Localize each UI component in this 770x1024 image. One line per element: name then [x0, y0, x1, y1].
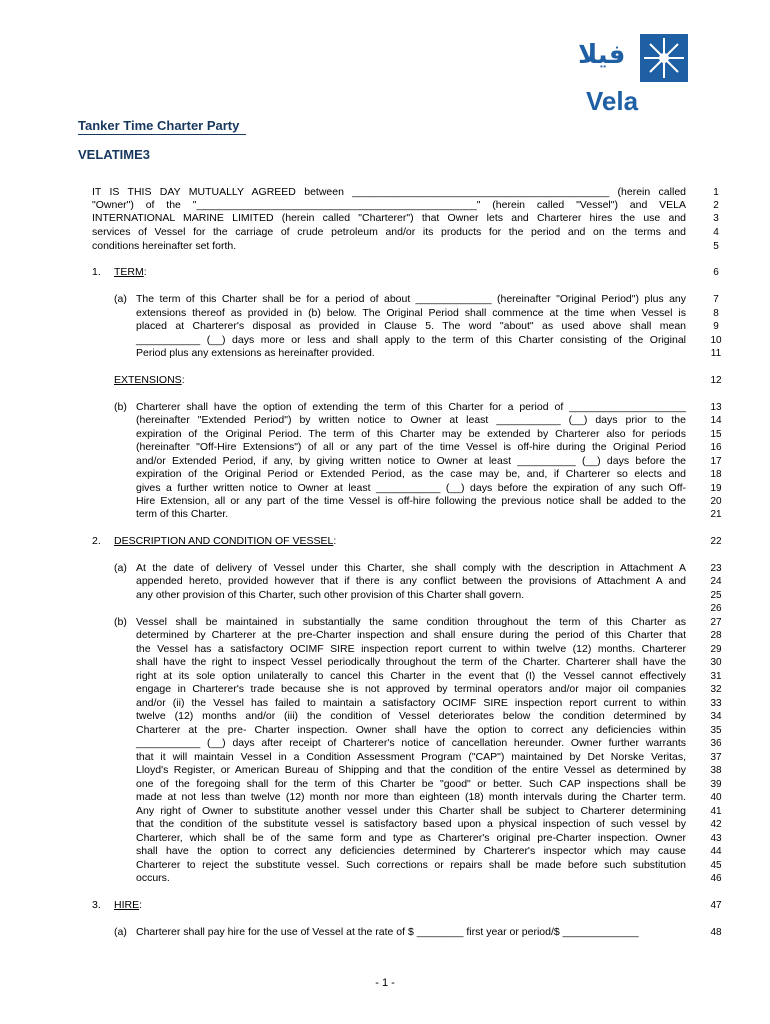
- star-logo-icon: [640, 34, 688, 82]
- title-underline: [78, 134, 246, 135]
- clause-2b-line: occurs.: [136, 872, 170, 884]
- clause-2b-line: one of the foregoing shall for the term of this Charter be "good" or better. Such CAP inspections shall be: [136, 778, 686, 790]
- line-number: 10: [710, 335, 722, 346]
- clause-2b-line: Lloyd's Register, or American Bureau of Shipping and that the condition of the entire Vessel as determined by: [136, 764, 686, 776]
- clause-2b-line: Charterer at the pre- Charter inspection. Owner shall have the option to correct any deficiencies within: [136, 724, 686, 736]
- line-number: 1: [713, 187, 719, 198]
- line-number: 34: [710, 711, 722, 722]
- clause-1a-line: ___________ (__) days more or less and shall apply to the term of this Charter consisting of the Original: [136, 334, 686, 346]
- line-number: 38: [710, 765, 722, 776]
- section-2-number: 2.: [92, 535, 101, 547]
- clause-1a-line: Period plus any extensions as hereinafter provided.: [136, 347, 375, 359]
- line-number: 35: [710, 725, 722, 736]
- clause-label: (a): [114, 293, 127, 305]
- preamble-line: INTERNATIONAL MARINE LIMITED (herein called "Charterer") that Owner lets and Charterer hires the use and: [92, 212, 686, 224]
- clause-2b-line: and/or (ii) the Vessel has failed to maintain a satisfactory OCIMF SIRE inspection report current to within: [136, 697, 686, 709]
- clause-1b-line: term of this Charter.: [136, 508, 229, 520]
- line-number: 3: [713, 213, 719, 224]
- clause-2b-line: the Vessel has a satisfactory OCIMF SIRE inspection report current to within twelve (12) months. Charterer: [136, 643, 686, 655]
- line-number: 22: [710, 536, 722, 547]
- clause-2a-line: any other provision of this Charter, such other provision of this Charter shall govern.: [136, 589, 525, 601]
- line-number: 28: [710, 630, 722, 641]
- clause-2b-line: right at its sole option unilaterally to cancel this Charter in the event that (I) the Vessel cannot effectively: [136, 670, 686, 682]
- clause-label: (b): [114, 616, 127, 628]
- extensions-heading: [114, 374, 185, 387]
- logo-english-text: Vela: [586, 86, 639, 116]
- line-number: 5: [713, 241, 719, 252]
- clause-1b-line: Hire Extension, all or any part of the time Vessel is off-hire following the previous notice shall be added to the: [136, 495, 686, 507]
- line-number: 45: [710, 860, 722, 871]
- page-number: - 1 -: [375, 977, 395, 989]
- clause-2a-line: appended hereto, provided however that if there is any conflict between the provisions of Attachment A and: [136, 575, 686, 587]
- line-number: 12: [710, 375, 722, 386]
- vela-logo: [578, 34, 688, 124]
- line-number: 27: [710, 617, 722, 628]
- preamble-line: services of Vessel for the carriage of crude petroleum and/or its products for the period and on the terms and: [92, 226, 686, 238]
- document-title: Tanker Time Charter Party: [78, 118, 240, 133]
- line-number: 4: [713, 227, 719, 238]
- section-2-heading: [114, 535, 336, 548]
- section-3-number: 3.: [92, 899, 101, 911]
- clause-2b-line: Vessel shall be maintained in substantially the same condition throughout the term of this Charter as: [136, 616, 686, 628]
- line-number: 11: [710, 348, 722, 359]
- line-number: 2: [713, 200, 719, 211]
- clause-1b-line: and/or Extended Period, if any, by giving written notice to Owner at least __________ (__) days before the: [136, 455, 686, 467]
- clause-2b-line: ___________ (__) days after receipt of Charterer's notice of cancellation hereunder. Owner further warrants: [136, 737, 686, 749]
- clause-1b-line: expiration of the Original Period or Extended Period, as the case may be, and, if Charterer so elects and: [136, 468, 686, 480]
- clause-2b-line: that the condition of the substitute vessel is satisfactory based upon a physical inspection of such vessel by: [136, 818, 686, 830]
- line-number: 23: [710, 563, 722, 574]
- line-number: 8: [713, 308, 719, 319]
- line-number: 26: [710, 603, 722, 614]
- section-1-heading-colon: :: [143, 266, 147, 278]
- clause-label: (b): [114, 401, 127, 413]
- line-number: 17: [710, 456, 722, 467]
- extensions-heading-text: EXTENSIONS: [114, 374, 182, 386]
- section-2-heading-colon: :: [333, 535, 337, 547]
- clause-2a-line: At the date of delivery of Vessel under this Charter, she shall comply with the description in Attachment A: [136, 562, 686, 574]
- preamble-line: IT IS THIS DAY MUTUALLY AGREED between ____________________________________________ (herein called: [92, 186, 686, 198]
- line-number: 40: [710, 792, 722, 803]
- line-number: 41: [710, 806, 722, 817]
- clause-2b-line: that it will maintain Vessel in a Condition Assessment Program ("CAP") maintained by Det Norske Veritas,: [136, 751, 686, 763]
- clause-2b-line: Charterer, which shall be of the same form and type as Charterer's original pre-Charter inspection. Owner: [136, 832, 686, 844]
- clause-label: (a): [114, 926, 127, 938]
- preamble-line: conditions hereinafter set forth.: [92, 240, 237, 252]
- clause-3a-line: Charterer shall pay hire for the use of Vessel at the rate of $ ________ first year or period/$ _____________: [136, 926, 639, 938]
- clause-2b-line: engage in Charterer's trade because she is not approved by terminal operators and/or major oil companies: [136, 683, 686, 695]
- clause-2b-line: shall have the option to correct any deficiencies determined by Charterer's inspector which may cause: [136, 845, 686, 857]
- line-number: 6: [713, 267, 719, 278]
- document-subtitle: VELATIME3: [78, 147, 150, 162]
- line-number: 31: [710, 671, 722, 682]
- extensions-heading-colon: :: [181, 374, 185, 386]
- line-number: 15: [710, 429, 722, 440]
- clause-1b-line: gives a further written notice to Owner at least ___________ (__) days before the expiration of any such Off-: [136, 482, 686, 494]
- line-number: 32: [710, 684, 722, 695]
- line-number: 37: [710, 752, 722, 763]
- line-number: 21: [710, 509, 722, 520]
- section-3-heading-text: HIRE: [114, 899, 140, 911]
- clause-2b-line: Charterer to reject the substitute vessel. Such corrections or repairs shall be made before such substitution: [136, 859, 686, 871]
- section-3-heading: [114, 899, 142, 912]
- section-1-number: 1.: [92, 266, 101, 278]
- clause-1b-line: (hereinafter "Extended Period") by written notice to Owner at least ___________ (__) days prior to the: [136, 414, 686, 426]
- line-number: 29: [710, 644, 722, 655]
- section-2-heading-text: DESCRIPTION AND CONDITION OF VESSEL: [114, 535, 334, 547]
- section-1-heading: [114, 266, 147, 279]
- section-1-heading-text: TERM: [114, 266, 144, 278]
- line-number: 14: [710, 415, 722, 426]
- line-number: 9: [713, 321, 719, 332]
- logo-arabic-text: فيلا: [578, 40, 626, 70]
- line-number: 47: [710, 900, 722, 911]
- clause-label: (a): [114, 562, 127, 574]
- clause-1a-line: extensions thereof as provided in (b) below. The Original Period shall commence at the time when Vessel is: [136, 307, 686, 319]
- clause-1a-line: The term of this Charter shall be for a period of about _____________ (hereinafter "Original Period") plus any: [136, 293, 686, 305]
- clause-1b-line: expiration of the Original Period. The term of this Charter may be extended by Charterer also for periods: [136, 428, 686, 440]
- preamble-line: "Owner") of the "________________________________________________" (herein called "Vessel") and VELA: [92, 199, 686, 211]
- clause-2b-line: shall have the right to inspect Vessel periodically throughout the term of the Charter. Charterer shall have the: [136, 656, 686, 668]
- line-number: 36: [710, 738, 722, 749]
- line-number: 42: [710, 819, 722, 830]
- clause-1b-line: (hereinafter "Off-Hire Extensions") of all or any part of the time Vessel is off-hire during the Original Period: [136, 441, 686, 453]
- clause-2b-line: determined by Charterer at the pre-Charter inspection and shall ensure during the period of this Charter that: [136, 629, 686, 641]
- line-number: 20: [710, 496, 722, 507]
- line-number: 43: [710, 833, 722, 844]
- clause-1a-line: placed at Charterer's disposal as provided in Clause 5. The word "about" as used above shall mean: [136, 320, 686, 332]
- clause-2b-line: Any right of Owner to substitute another vessel under this Charter shall be subject to Charterer determining: [136, 805, 686, 817]
- line-number: 18: [710, 469, 722, 480]
- line-number: 25: [710, 590, 722, 601]
- line-number: 7: [713, 294, 719, 305]
- line-number: 24: [710, 576, 722, 587]
- line-number: 44: [710, 846, 722, 857]
- line-number: 13: [710, 402, 722, 413]
- line-number: 48: [710, 927, 722, 938]
- line-number: 33: [710, 698, 722, 709]
- line-number: 30: [710, 657, 722, 668]
- line-number: 16: [710, 442, 722, 453]
- section-3-heading-colon: :: [139, 899, 143, 911]
- line-number: 46: [710, 873, 722, 884]
- line-number: 39: [710, 779, 722, 790]
- clause-2b-line: twelve (12) months and/or (iii) the condition of Vessel deteriorates below the condition determined by: [136, 710, 686, 722]
- clause-2b-line: made at not less than twelve (12) month nor more than eighteen (18) month intervals during the Charter term.: [136, 791, 686, 803]
- line-number: 19: [710, 483, 722, 494]
- clause-1b-line: Charterer shall have the option of extending the term of this Charter for a period of ____________________: [136, 401, 686, 413]
